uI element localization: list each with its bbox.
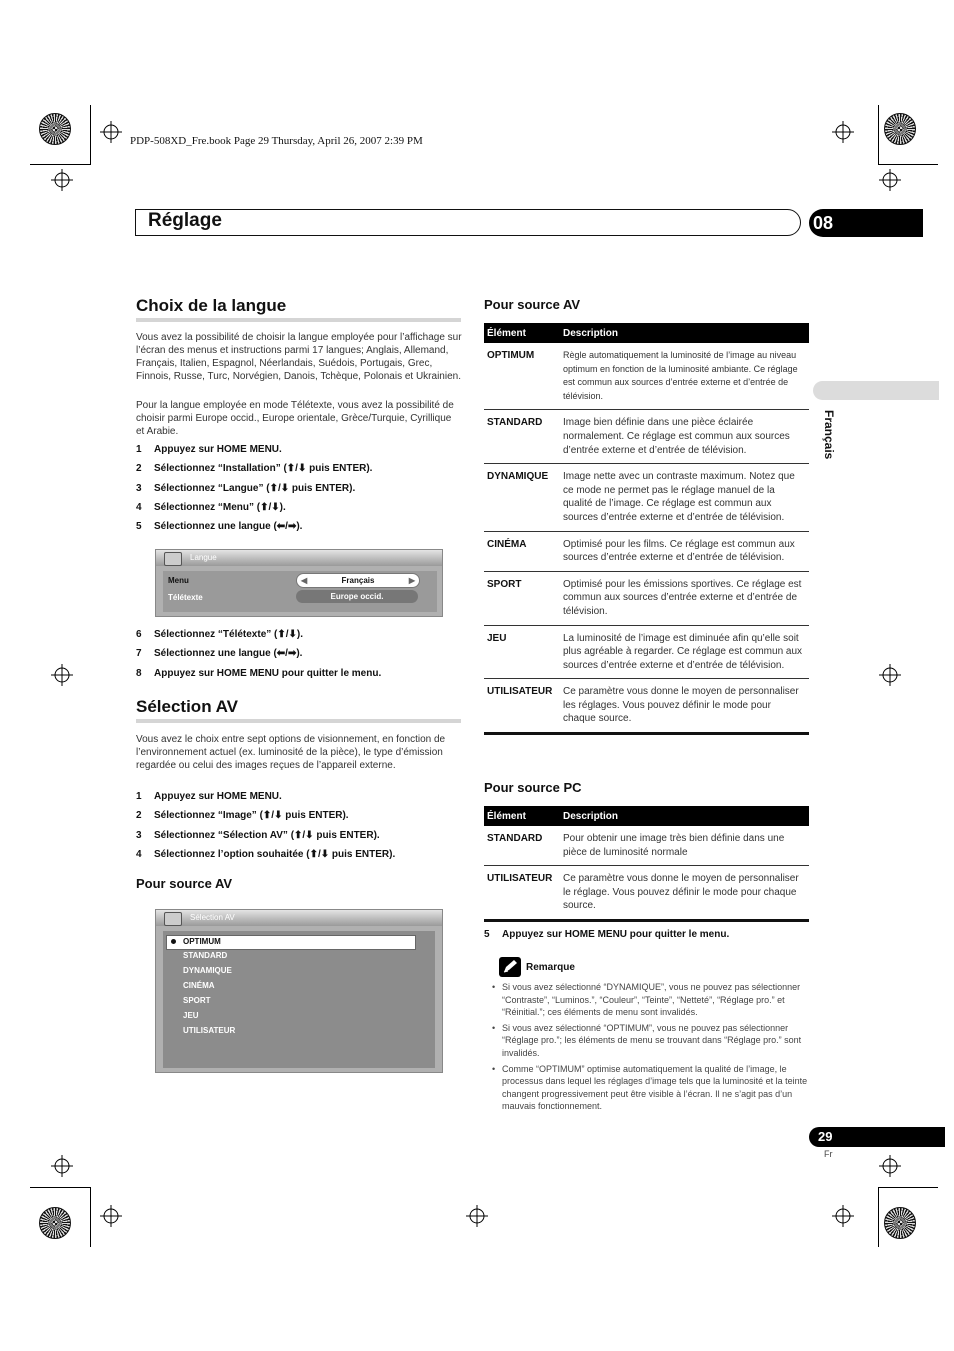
step-item: 3 Sélectionnez “Langue” (⬆/⬇ puis ENTER). — [136, 482, 356, 494]
column-header: Élément — [484, 323, 560, 343]
table-row: OPTIMUM Règle automatiquement la luminosité de l’image au niveau optimum en fonction de la luminosité ambiante. Ce réglage est commun aux sources d’entrée externe et d’entrée de télévision. — [484, 343, 809, 410]
crosshair-icon — [100, 121, 122, 143]
table-row: UTILISATEUR Ce paramètre vous donne le moyen de personnaliser les réglages. Vous pouvez définir le mode pour chaque source. — [484, 679, 809, 734]
note-item: • Si vous avez sélectionné “DYNAMIQUE”, vous ne pouvez pas sélectionner “Contraste”, “Luminos.”, “Couleur”, “Teinte”, “Netteté”, “Réglage pro.” et “Réinitial.”; ces éléments de menu sont invalidés. — [490, 981, 810, 1019]
selection-av-screen — [155, 909, 443, 1073]
note-item: • Si vous avez sélectionné “OPTIMUM”, vous ne pouvez pas sélectionner “Réglage pro.”; les éléments de menu se trouvant dans “Réglage pro.” sont invalidés. — [490, 1022, 810, 1060]
av-option[interactable]: OPTIMUM — [183, 937, 221, 946]
crosshair-icon — [51, 169, 73, 191]
step-item: 6 Sélectionnez “Télétexte” (⬆/⬇). — [136, 629, 304, 640]
step-item: 1 Appuyez sur HOME MENU. — [136, 791, 282, 802]
page-title: Réglage — [148, 210, 222, 231]
av-option[interactable]: STANDARD — [183, 951, 228, 960]
step-item: 5 Appuyez sur HOME MENU pour quitter le menu. — [484, 929, 730, 940]
registration-rosette-icon — [39, 113, 71, 145]
step-item: 4 Sélectionnez “Menu” (⬆/⬇). — [136, 501, 286, 513]
arrow-left-icon[interactable]: ◀ — [301, 576, 308, 585]
step-item: 8 Appuyez sur HOME MENU pour quitter le menu. — [136, 667, 382, 679]
step-item: 2 Sélectionnez “Installation” (⬆/⬇ puis ENTER). — [136, 463, 373, 475]
table-row: STANDARD Pour obtenir une image très bien définie dans une pièce de luminosité normale — [484, 826, 809, 866]
av-option[interactable]: JEU — [183, 1011, 199, 1020]
table-header-row — [484, 806, 809, 826]
crosshair-icon — [832, 121, 854, 143]
screen-title: Langue — [190, 553, 217, 562]
step-list — [484, 929, 814, 948]
menu-language-value[interactable]: ◀ Français ▶ — [296, 573, 420, 588]
step-item: 3 Sélectionnez “Sélection AV” (⬆/⬇ puis ENTER). — [136, 829, 380, 841]
section-title-langue: Choix de la langue — [136, 296, 287, 315]
tv-icon — [164, 912, 182, 926]
note-item: • Comme “OPTIMUM” optimise automatiquement la qualité de l’image, le processus dans lequel les réglages d’image tels que la luminosité et la teinte changent progressivement peut être visible à l’écran. Il ne s’agit pas d’un mauvais fonctionnement. — [490, 1063, 810, 1113]
registration-rosette-icon — [39, 1207, 71, 1239]
registration-rosette-icon — [884, 1207, 916, 1239]
av-option[interactable]: SPORT — [183, 996, 211, 1005]
table-row: CINÉMA Optimisé pour les films. Ce réglage est commun aux sources d’entrée externe et d’entrée de télévision. — [484, 531, 809, 571]
table-header-row — [484, 323, 809, 343]
step-list — [136, 444, 466, 540]
note-title: Remarque — [526, 962, 575, 973]
teletext-language-value[interactable]: Europe occid. — [296, 590, 418, 603]
teletext-row-label: Télétexte — [168, 593, 203, 602]
note-list — [490, 981, 810, 1116]
step-list — [136, 629, 466, 687]
file-info-line: PDP-508XD_Fre.book Page 29 Thursday, April 26, 2007 2:39 PM — [130, 135, 423, 147]
header-bar — [135, 209, 801, 236]
crosshair-icon — [100, 1205, 122, 1227]
table-row: JEU La luminosité de l’image est diminuée afin qu’elle soit plus agréable à regarder. Ce réglage est commun aux sources d’entrée externe et d’entrée de télévision. — [484, 625, 809, 679]
crosshair-icon — [832, 1205, 854, 1227]
column-header: Description — [560, 323, 809, 343]
menu-row-label: Menu — [168, 576, 189, 585]
crosshair-icon — [51, 664, 73, 686]
crosshair-icon — [879, 169, 901, 191]
paragraph: Pour la langue employée en mode Télétexte, vous avez la possibilité de choisir parmi Europe occid., Europe orientale, Grèce/Turquie, Cyrillique et Arabie. — [136, 400, 454, 437]
pc-source-table — [484, 806, 809, 922]
av-option[interactable]: CINÉMA — [183, 981, 215, 990]
section-rule — [136, 318, 461, 322]
step-item: 7 Sélectionnez une langue (⬅/➡). — [136, 648, 303, 660]
page-language: Fr — [824, 1149, 833, 1159]
table-row: SPORT Optimisé pour les émissions sportives. Ce réglage est commun aux sources d’entrée externe et d’entrée de télévision. — [484, 571, 809, 625]
page-number: 29 — [809, 1127, 945, 1147]
note-pencil-icon — [499, 957, 521, 977]
table-row: DYNAMIQUE Image nette avec un contraste maximum. Notez que ce mode ne permet pas le réglage manuel de la qualité de l’image. Ce réglage est commun aux sources d’entrée externe et d’entrée de télévision. — [484, 464, 809, 531]
section-title-av: Sélection AV — [136, 697, 239, 716]
subsection-title: Pour source AV — [484, 297, 581, 312]
step-list — [136, 791, 466, 868]
av-source-table — [484, 323, 809, 735]
registration-rosette-icon — [884, 113, 916, 145]
step-item: 5 Sélectionnez une langue (⬅/➡). — [136, 521, 303, 533]
step-item: 1 Appuyez sur HOME MENU. — [136, 444, 282, 455]
paragraph: Vous avez la possibilité de choisir la langue employée pour l’affichage sur l’écran des menus et instructions parmi 17 langues; Anglais, Allemand, Français, Italien, Espagnol, Néerlandais, Suédois, Portugais, Grec, Finnois, Russe, Turc, Norvégien, Danois, Tchèque, Polonais et Ukrainien. — [136, 332, 462, 382]
paragraph: Vous avez le choix entre sept options de visionnement, en fonction de l’environnement actuel (ex. luminosité de la pièce), le type d’émission regardée ou celui des images reçues de l’appareil externe. — [136, 734, 446, 771]
section-rule — [136, 719, 461, 723]
arrow-right-icon[interactable]: ▶ — [408, 576, 415, 585]
tv-icon — [164, 552, 182, 566]
step-item: 4 Sélectionnez l’option souhaitée (⬆/⬇ puis ENTER). — [136, 848, 396, 860]
language-tab — [813, 381, 939, 400]
chapter-number: 08 — [809, 209, 923, 237]
subsection-title: Pour source PC — [484, 780, 582, 795]
subsection-title: Pour source AV — [136, 876, 233, 891]
selected-dot-icon — [171, 939, 176, 944]
av-option[interactable]: DYNAMIQUE — [183, 966, 232, 975]
language-label: Français — [822, 410, 836, 460]
screen-title: Sélection AV — [190, 913, 235, 922]
crosshair-icon — [879, 664, 901, 686]
av-option[interactable]: UTILISATEUR — [183, 1026, 236, 1035]
table-row: UTILISATEUR Ce paramètre vous donne le moyen de personnaliser le réglage. Vous pouvez définir le mode pour chaque source. — [484, 866, 809, 921]
step-item: 2 Sélectionnez “Image” (⬆/⬇ puis ENTER). — [136, 810, 349, 822]
column-header: Description — [560, 806, 809, 826]
crosshair-icon — [51, 1155, 73, 1177]
crosshair-icon — [879, 1155, 901, 1177]
table-row: STANDARD Image bien définie dans une pièce éclairée normalement. Ce réglage est commun aux sources d’entrée externe et d’entrée de télévision. — [484, 410, 809, 464]
column-header: Élément — [484, 806, 560, 826]
crosshair-icon — [466, 1205, 488, 1227]
langue-screen — [155, 549, 443, 617]
